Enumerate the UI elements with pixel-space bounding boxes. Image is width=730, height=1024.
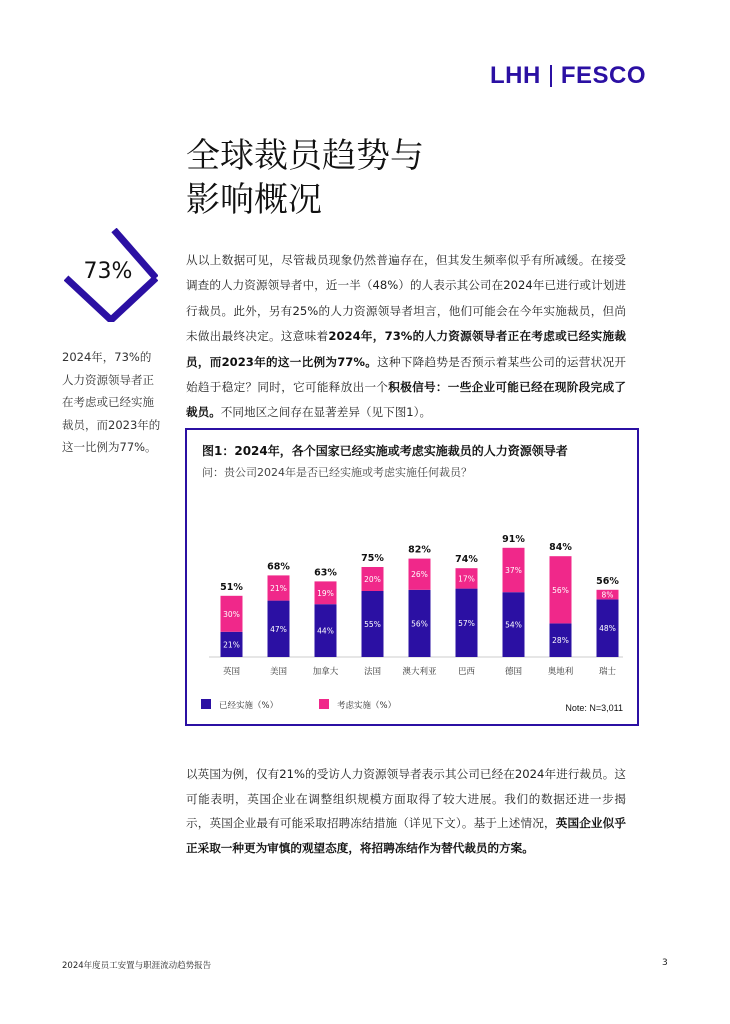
logo-lhh: LHH	[490, 62, 541, 89]
outro-paragraph	[186, 762, 626, 860]
data-label-implemented-0: 21%	[223, 640, 240, 650]
category-label-4: 澳大利亚	[402, 667, 437, 677]
data-label-total-2: 63%	[314, 567, 337, 579]
page-title-line1: 全球裁员趋势与	[186, 136, 424, 176]
intro-text-2: 这种下降趋势是否预示着某些公司的运营状况开始趋于稳定？同时，它可能释放出一个	[186, 354, 626, 395]
data-label-total-8: 56%	[596, 575, 619, 587]
side-note: 2024年，73%的人力资源领导者正在考虑或已经实施裁员，而2023年的这一比例为77%。	[62, 350, 161, 454]
page-title	[186, 134, 546, 222]
category-label-5: 巴西	[457, 667, 476, 677]
figure-note: Note: N=3,011	[565, 703, 623, 713]
outro-text-1: 以英国为例，仅有21%的受访人力资源领导者表示其公司已经在2024年进行裁员。这可能表明，英国企业在调整组织规模方面取得了较大进展。我们的数据还进一步揭示，英国企业最有可能采取招聘冻结措施（详见下文）。基于上述情况，	[186, 767, 626, 830]
page-title-line2: 影响概况	[186, 180, 322, 220]
intro-bold-1: 2024年，73%的人力资源领导者正在考虑或已经实施裁员，而2023年的这一比例为77%。	[186, 329, 626, 369]
data-label-total-7: 84%	[549, 542, 572, 554]
figure-1	[185, 428, 639, 726]
stacked-bar-chart	[187, 430, 637, 724]
data-label-total-0: 51%	[220, 581, 243, 593]
page-number: 3	[662, 958, 668, 968]
data-label-total-1: 68%	[267, 561, 290, 573]
data-label-considering-5: 17%	[458, 574, 475, 584]
data-label-total-5: 74%	[455, 554, 478, 566]
category-label-2: 加拿大	[312, 667, 339, 677]
legend-label-considering: 考虑实施（%）	[337, 701, 397, 711]
data-label-considering-2: 19%	[317, 588, 334, 598]
category-label-8: 瑞士	[598, 667, 617, 677]
category-label-1: 美国	[269, 667, 288, 677]
data-label-implemented-6: 54%	[505, 620, 522, 630]
logo-fesco: FESCO	[560, 62, 647, 89]
lhh-fesco-logo	[490, 62, 646, 90]
data-label-considering-8: 8%	[601, 590, 614, 600]
data-label-considering-4: 26%	[411, 570, 428, 580]
data-label-total-4: 82%	[408, 544, 431, 556]
data-label-implemented-1: 47%	[270, 624, 287, 634]
data-label-total-6: 91%	[502, 533, 525, 545]
category-label-7: 奥地利	[547, 667, 574, 677]
data-label-implemented-7: 28%	[552, 636, 569, 646]
intro-bold-2: 积极信号：一些企业可能已经在现阶段完成了裁员。	[186, 380, 626, 420]
legend-swatch-considering	[319, 699, 329, 709]
category-label-0: 英国	[222, 667, 241, 677]
figure-title: 图1：2024年，各个国家已经实施或考虑实施裁员的人力资源领导者	[202, 444, 568, 458]
data-label-considering-7: 56%	[552, 585, 569, 595]
figure-question: 问：贵公司2024年是否已经实施或考虑实施任何裁员？	[202, 466, 472, 479]
intro-text-3: 不同地区之间存在显著差异（见下图1）。	[220, 405, 432, 420]
data-label-implemented-3: 55%	[364, 620, 381, 629]
intro-text-1: 从以上数据可见，尽管裁员现象仍然普遍存在，但其发生频率似乎有所减缓。在接受调查的人力资源领导者中，近一半（48%）的人表示其公司在2024年已进行或计划进行裁员。此外，另有25%的人力资源领导者坦言，他们可能会在今年实施裁员，但尚未做出最终决定。这意味着	[186, 253, 626, 344]
footer-report-title: 2024年度员工安置与职涯流动趋势报告	[62, 961, 212, 971]
data-label-considering-3: 20%	[364, 575, 381, 584]
data-label-implemented-4: 56%	[411, 619, 428, 629]
stat-value: 73%	[83, 259, 133, 284]
legend-swatch-implemented	[201, 699, 211, 709]
data-label-implemented-2: 44%	[317, 626, 334, 636]
data-label-considering-0: 30%	[223, 609, 240, 619]
legend-label-implemented: 已经实施（%）	[219, 701, 279, 711]
category-label-3: 法国	[363, 667, 382, 677]
logo-divider	[550, 65, 552, 87]
intro-paragraph	[186, 248, 626, 426]
data-label-total-3: 75%	[361, 553, 384, 564]
category-label-6: 德国	[504, 667, 523, 677]
outro-bold-1: 英国企业似乎正采取一种更为审慎的观望态度，将招聘冻结作为替代裁员的方案。	[186, 816, 626, 855]
data-label-considering-1: 21%	[270, 584, 287, 593]
data-label-considering-6: 37%	[505, 566, 522, 575]
data-label-implemented-8: 48%	[599, 624, 616, 634]
data-label-implemented-5: 57%	[458, 618, 475, 628]
